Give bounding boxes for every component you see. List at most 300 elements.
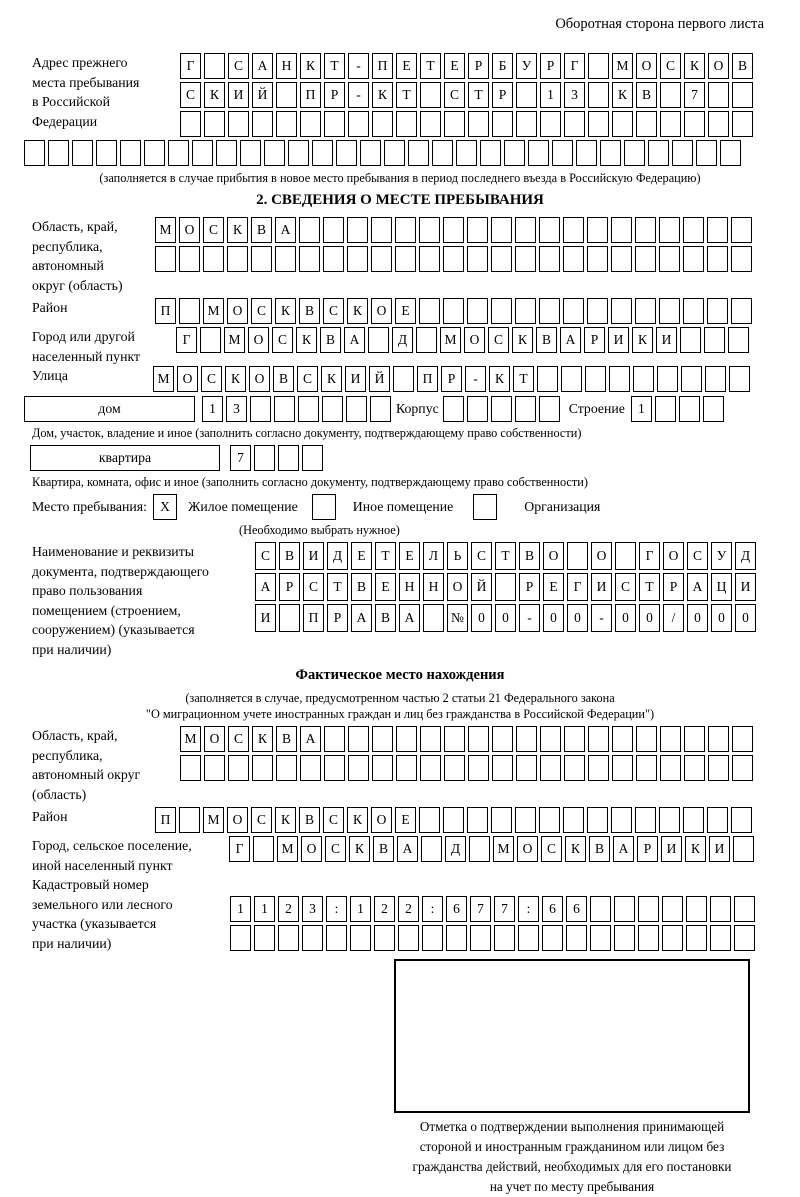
char-box: Р: [584, 327, 605, 353]
char-box: [683, 246, 704, 272]
char-box: [393, 366, 414, 392]
char-box: О: [663, 542, 684, 570]
label-line: в Российской: [32, 94, 110, 109]
label-line: Район: [32, 809, 68, 824]
label-line: Город или другой: [32, 329, 135, 344]
gorod-label: [24, 327, 176, 366]
char-box: [396, 111, 417, 137]
char-box: 7: [684, 82, 705, 108]
caption-line: на учет по месту пребывания: [489, 1179, 655, 1194]
char-box: С: [203, 217, 224, 243]
char-box: [566, 925, 587, 951]
char-box: [24, 140, 45, 166]
char-box: [683, 217, 704, 243]
char-box: [324, 755, 345, 781]
char-box: [180, 111, 201, 137]
char-box: К: [489, 366, 510, 392]
label-line: Район: [32, 300, 68, 315]
char-box: [398, 925, 419, 951]
char-box: [416, 327, 437, 353]
char-box: [372, 755, 393, 781]
char-box: [648, 140, 669, 166]
char-box: [660, 755, 681, 781]
char-row: [180, 726, 756, 752]
char-box: [679, 396, 700, 422]
char-box: В: [732, 53, 753, 79]
char-box: 2: [398, 896, 419, 922]
char-box: [298, 396, 319, 422]
char-box: [609, 366, 630, 392]
char-box: [467, 298, 488, 324]
char-box: [636, 111, 657, 137]
char-box: К: [684, 53, 705, 79]
char-row: [255, 573, 759, 601]
char-box: [372, 111, 393, 137]
field-gorod: [24, 327, 776, 366]
char-row: [176, 327, 752, 353]
char-box: О: [227, 298, 248, 324]
char-box: [326, 925, 347, 951]
char-box: [491, 298, 512, 324]
checkbox-organization: [473, 494, 497, 520]
char-box: В: [375, 604, 396, 632]
char-box: [420, 111, 441, 137]
char-box: [419, 298, 440, 324]
char-box: К: [349, 836, 370, 862]
char-box: К: [252, 726, 273, 752]
char-box: [371, 246, 392, 272]
char-box: [179, 298, 200, 324]
option-residential-label: Жилое помещение: [187, 499, 298, 514]
label-line: республика,: [32, 747, 103, 763]
char-box: С: [228, 726, 249, 752]
char-box: С: [251, 298, 272, 324]
char-box: [611, 246, 632, 272]
char-box: С: [228, 53, 249, 79]
char-box: Й: [252, 82, 273, 108]
char-box: Е: [395, 298, 416, 324]
char-box: [590, 925, 611, 951]
char-box: [374, 925, 395, 951]
char-box: [612, 755, 633, 781]
char-box: :: [326, 896, 347, 922]
char-box: [491, 217, 512, 243]
char-box: П: [417, 366, 438, 392]
char-box: В: [320, 327, 341, 353]
char-box: [587, 217, 608, 243]
ulitsa-label: [24, 366, 153, 386]
char-row: [202, 396, 394, 422]
char-box: [660, 111, 681, 137]
label-line: Адрес прежнего: [32, 55, 128, 70]
char-row: [230, 445, 326, 471]
char-box: [444, 111, 465, 137]
char-box: [705, 366, 726, 392]
char-box: [395, 217, 416, 243]
char-box: К: [204, 82, 225, 108]
char-box: И: [661, 836, 682, 862]
char-box: [348, 111, 369, 137]
char-box: [192, 140, 213, 166]
char-box: [732, 755, 753, 781]
char-box: 0: [543, 604, 564, 632]
char-box: [539, 396, 560, 422]
char-box: [540, 755, 561, 781]
char-box: [278, 925, 299, 951]
char-box: П: [155, 298, 176, 324]
char-box: [684, 111, 705, 137]
char-box: [635, 807, 656, 833]
char-box: [467, 807, 488, 833]
char-box: [561, 366, 582, 392]
char-row: [631, 396, 727, 422]
char-box: [662, 896, 683, 922]
char-box: Д: [327, 542, 348, 570]
char-box: [253, 836, 274, 862]
char-box: С: [541, 836, 562, 862]
char-box: С: [180, 82, 201, 108]
label-line: при наличии): [32, 935, 112, 951]
char-box: [495, 573, 516, 601]
char-row: [155, 807, 755, 833]
char-box: [300, 755, 321, 781]
char-row: [255, 604, 759, 632]
char-box: [707, 807, 728, 833]
char-box: В: [276, 726, 297, 752]
char-box: С: [272, 327, 293, 353]
char-box: [179, 807, 200, 833]
char-box: О: [179, 217, 200, 243]
char-box: [371, 217, 392, 243]
char-row-full-width: [24, 140, 776, 166]
char-box: В: [299, 298, 320, 324]
char-box: [480, 140, 501, 166]
char-box: [384, 140, 405, 166]
char-box: [323, 246, 344, 272]
char-box: [443, 217, 464, 243]
char-box: [515, 396, 536, 422]
char-box: [324, 726, 345, 752]
char-box: :: [518, 896, 539, 922]
char-box: [657, 366, 678, 392]
char-box: -: [348, 82, 369, 108]
label-line: (область): [32, 786, 87, 802]
char-row: [180, 111, 756, 137]
char-box: [563, 298, 584, 324]
option-other-premises-label: Иное помещение: [352, 499, 454, 514]
char-box: [518, 925, 539, 951]
char-box: С: [323, 298, 344, 324]
char-box: [322, 396, 343, 422]
char-box: -: [348, 53, 369, 79]
option-organization-label: Организация: [524, 499, 601, 514]
label-line: республика,: [32, 238, 103, 254]
label-line: Область, край,: [32, 728, 118, 743]
char-box: К: [227, 217, 248, 243]
previous-address-caption: (заполняется в случае прибытия в новое место пребывания в период последнего въезда в Российскую Федерацию): [99, 171, 701, 185]
label-line: право пользования: [32, 583, 143, 598]
char-box: [612, 726, 633, 752]
char-box: С: [444, 82, 465, 108]
fakt-caption-line: "О миграционном учете иностранных граждан и лиц без гражданства в Российской Федерации"): [145, 707, 655, 721]
caption-line: стороной и иностранным гражданином или лицом без: [419, 1139, 725, 1154]
char-box: 7: [230, 445, 251, 471]
fakt-gorod-label: [24, 836, 229, 875]
char-box: Т: [495, 542, 516, 570]
char-box: О: [248, 327, 269, 353]
label-line: при наличии): [32, 641, 112, 657]
char-box: [420, 726, 441, 752]
char-box: [204, 755, 225, 781]
char-box: [336, 140, 357, 166]
char-box: Д: [735, 542, 756, 570]
char-box: 0: [567, 604, 588, 632]
char-box: [468, 111, 489, 137]
char-box: И: [255, 604, 276, 632]
char-box: [492, 111, 513, 137]
char-box: А: [613, 836, 634, 862]
char-row: [155, 298, 755, 324]
label-line: Улица: [32, 368, 68, 383]
char-row: [230, 896, 758, 922]
char-box: [346, 396, 367, 422]
char-box: [422, 925, 443, 951]
char-box: Е: [375, 573, 396, 601]
char-box: [659, 807, 680, 833]
char-box: М: [224, 327, 245, 353]
char-box: К: [632, 327, 653, 353]
char-box: [228, 755, 249, 781]
field-previous-address: [24, 53, 776, 137]
char-box: О: [301, 836, 322, 862]
char-box: 0: [711, 604, 732, 632]
label-line: документа, подтверждающего: [32, 563, 209, 579]
char-box: [368, 327, 389, 353]
char-box: С: [255, 542, 276, 570]
char-box: 3: [226, 396, 247, 422]
char-box: [587, 246, 608, 272]
char-box: [120, 140, 141, 166]
char-box: Т: [468, 82, 489, 108]
char-box: Е: [396, 53, 417, 79]
char-box: Г: [176, 327, 197, 353]
char-box: У: [711, 542, 732, 570]
char-box: [491, 396, 512, 422]
char-box: [540, 726, 561, 752]
raion-label: [24, 298, 155, 318]
char-box: В: [273, 366, 294, 392]
char-box: [708, 726, 729, 752]
char-box: [276, 755, 297, 781]
char-box: Р: [468, 53, 489, 79]
char-box: [515, 246, 536, 272]
char-box: [299, 246, 320, 272]
char-box: А: [252, 53, 273, 79]
char-box: [372, 726, 393, 752]
field-dom: [24, 396, 776, 422]
char-box: И: [228, 82, 249, 108]
char-box: [276, 111, 297, 137]
char-box: [635, 246, 656, 272]
confirmation-stamp-box: [394, 959, 750, 1113]
char-box: [408, 140, 429, 166]
char-box: К: [275, 807, 296, 833]
label-line: Область, край,: [32, 219, 118, 234]
char-box: [515, 298, 536, 324]
char-box: 2: [278, 896, 299, 922]
char-box: [250, 396, 271, 422]
mesto-note: (Необходимо выбрать нужное): [239, 523, 400, 537]
char-box: [707, 298, 728, 324]
char-box: А: [687, 573, 708, 601]
char-box: Д: [392, 327, 413, 353]
char-box: -: [465, 366, 486, 392]
char-box: [564, 111, 585, 137]
char-box: [446, 925, 467, 951]
confirmation-stamp-caption: [372, 1117, 772, 1197]
char-box: [636, 726, 657, 752]
char-box: [638, 925, 659, 951]
char-box: [587, 298, 608, 324]
char-box: [155, 246, 176, 272]
char-box: В: [279, 542, 300, 570]
char-box: Н: [399, 573, 420, 601]
label-line: Город, сельское поселение,: [32, 838, 192, 853]
fakt-oblast-label: [24, 726, 180, 804]
char-box: [324, 111, 345, 137]
char-box: [444, 755, 465, 781]
char-box: [443, 298, 464, 324]
kvartira-caption: Квартира, комната, офис и иное (заполнить согласно документу, подтверждающему право собственности): [32, 475, 588, 489]
dokument-rows: [255, 542, 759, 632]
char-box: И: [709, 836, 730, 862]
char-box: [230, 925, 251, 951]
char-box: -: [591, 604, 612, 632]
char-box: [421, 836, 442, 862]
char-box: [614, 925, 635, 951]
char-box: [564, 755, 585, 781]
char-box: [204, 53, 225, 79]
char-box: 0: [639, 604, 660, 632]
char-box: [492, 755, 513, 781]
char-row: [255, 542, 759, 570]
char-box: [347, 246, 368, 272]
char-box: Т: [327, 573, 348, 601]
char-box: М: [203, 807, 224, 833]
char-box: [638, 896, 659, 922]
kvartira-box: [30, 445, 220, 471]
char-box: О: [447, 573, 468, 601]
kadastr-rows: [230, 896, 758, 951]
field-fakt-gorod: [24, 836, 776, 875]
dom-box-label: дом: [98, 401, 121, 416]
char-box: В: [536, 327, 557, 353]
char-box: [200, 327, 221, 353]
char-box: [469, 836, 490, 862]
char-box: Й: [471, 573, 492, 601]
char-box: [681, 366, 702, 392]
char-box: [494, 925, 515, 951]
dom-box: [24, 396, 195, 422]
label-line: округ (область): [32, 277, 123, 293]
char-box: П: [303, 604, 324, 632]
char-box: 3: [564, 82, 585, 108]
char-box: [659, 217, 680, 243]
caption-line: гражданства действий, необходимых для его постановки: [412, 1159, 732, 1174]
label-line: иной населенный пункт: [32, 857, 173, 873]
field-fakt-raion: [24, 807, 776, 833]
char-box: [686, 925, 707, 951]
label-line: сооружением) (указывается: [32, 622, 195, 637]
char-box: [636, 755, 657, 781]
oblast-label: [24, 217, 155, 295]
char-box: 1: [631, 396, 652, 422]
char-box: П: [372, 53, 393, 79]
char-box: [323, 217, 344, 243]
char-box: [396, 755, 417, 781]
char-box: [279, 604, 300, 632]
char-box: 1: [202, 396, 223, 422]
char-box: [180, 755, 201, 781]
dom-caption: Дом, участок, владение и иное (заполнить согласно документу, подтверждающему право собственности): [32, 426, 582, 440]
char-row: [155, 217, 755, 243]
char-box: -: [519, 604, 540, 632]
label-line: помещением (строением,: [32, 602, 181, 618]
char-box: М: [493, 836, 514, 862]
char-box: К: [372, 82, 393, 108]
label-line: населенный пункт: [32, 348, 141, 364]
char-box: К: [685, 836, 706, 862]
char-row: [180, 755, 756, 781]
char-box: О: [708, 53, 729, 79]
char-box: [563, 807, 584, 833]
char-row: [229, 836, 757, 862]
char-box: [731, 298, 752, 324]
char-box: [624, 140, 645, 166]
char-box: И: [303, 542, 324, 570]
char-box: [168, 140, 189, 166]
char-box: Р: [327, 604, 348, 632]
char-box: [576, 140, 597, 166]
char-box: Е: [543, 573, 564, 601]
char-box: С: [488, 327, 509, 353]
char-box: [684, 726, 705, 752]
char-box: [419, 246, 440, 272]
char-box: [539, 217, 560, 243]
char-box: [491, 246, 512, 272]
char-box: [563, 246, 584, 272]
char-box: [731, 246, 752, 272]
char-box: К: [612, 82, 633, 108]
char-box: А: [351, 604, 372, 632]
char-box: /: [663, 604, 684, 632]
char-box: [686, 896, 707, 922]
char-box: [516, 726, 537, 752]
char-box: [456, 140, 477, 166]
char-box: [672, 140, 693, 166]
char-box: 1: [230, 896, 251, 922]
char-box: М: [153, 366, 174, 392]
char-box: [729, 366, 750, 392]
char-box: К: [275, 298, 296, 324]
char-box: Г: [229, 836, 250, 862]
char-box: [312, 140, 333, 166]
char-box: Г: [180, 53, 201, 79]
char-box: [264, 140, 285, 166]
char-box: Н: [276, 53, 297, 79]
char-box: [419, 807, 440, 833]
char-box: №: [447, 604, 468, 632]
